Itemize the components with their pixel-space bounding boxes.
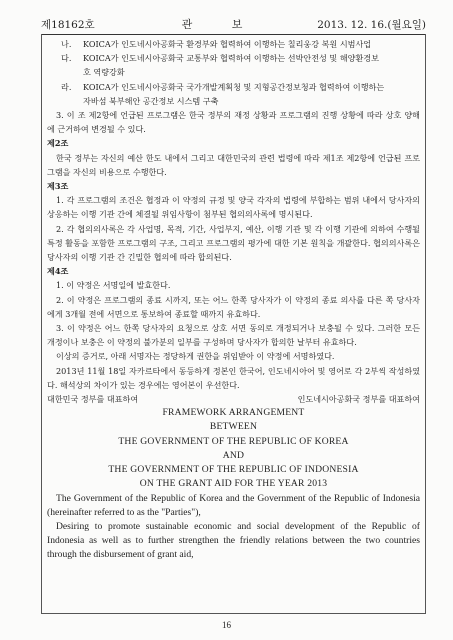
list-item bbox=[47, 80, 420, 94]
issue-number: 제18162호 bbox=[41, 19, 95, 31]
article-heading: 제2조 bbox=[47, 138, 69, 149]
paragraph: 2. 이 약정은 프로그램의 종료 시까지, 또는 어느 한쪽 당사자가 이 약정의 종료 의사를 다른 쪽 당사자에게 3개월 전에 서면으로 통보하여 종료할 때까지 유효하다. bbox=[47, 294, 420, 319]
paragraph: 3. 이 조 제2항에 언급된 프로그램은 한국 정부의 재정 상황과 프로그램의 진행 상황에 따라 상호 양해에 근거하여 변경될 수 있다. bbox=[47, 110, 421, 135]
item-text: KOICA가 인도네시아공화국 국가개발계획청 및 지형공간정보청과 협력하여 이행하는 bbox=[83, 81, 385, 92]
paragraph: 2. 각 협의의사록은 각 사업명, 목적, 기간, 사업부지, 예산, 이행 기관 및 각 이행 기관에 의하여 수행될 특정 활동을 포함한 프로그램의 구조, 그리고 프로그램의 평가에 대한 기본 원칙을 개괄한다. 협의의사록은 당사자의 이행 기관 간 긴밀한 협의에 따라 합의된다. bbox=[47, 223, 420, 263]
item-text: KOICA가 인도네시아공화국 환경부와 협력하여 이행하는 칠리웅강 복원 시범사업 bbox=[83, 39, 372, 49]
page-header bbox=[41, 12, 426, 35]
item-marker: 나. bbox=[61, 39, 72, 49]
paragraph: 1. 이 약정은 서명일에 발효한다. bbox=[56, 280, 171, 291]
english-title-line: THE GOVERNMENT OF THE REPUBLIC OF INDONESIA bbox=[108, 464, 359, 476]
english-title-line: THE GOVERNMENT OF THE REPUBLIC OF KOREA bbox=[118, 435, 349, 447]
english-title-line: ON THE GRANT AID FOR THE YEAR 2013 bbox=[139, 478, 328, 490]
english-paragraph: Desiring to promote sustainable economic and social development of the Republic of Indonesia as well as to further strengthen the friendly relations between the two countries through the disbursement of grant aid, bbox=[47, 520, 420, 561]
article-heading: 제3조 bbox=[47, 181, 69, 192]
item-marker: 다. bbox=[61, 53, 72, 64]
paragraph: 이상의 증거로, 아래 서명자는 정당하게 권한을 위임받아 이 약정에 서명하였다. bbox=[56, 351, 335, 362]
signature-row bbox=[47, 392, 420, 406]
english-title-line: AND bbox=[222, 449, 245, 461]
article-heading: 제4조 bbox=[47, 266, 69, 277]
main-content bbox=[47, 37, 420, 563]
signature-left: 대한민국 정부를 대표하여 bbox=[47, 394, 139, 405]
paragraph: 3. 이 약정은 어느 한쪽 당사자의 요청으로 상호 서면 동의로 개정되거나 보충될 수 있다. 그러한 모든 개정이나 보충은 이 약정의 불가분의 일부를 구성하며 당사자가 합의한 날부터 유효하다. bbox=[47, 323, 420, 348]
english-paragraph: The Government of the Republic of Korea and the Government of the Republic of Indonesia (hereinafter referred to as the "Parties"), bbox=[47, 492, 420, 518]
issue-date: 2013. 12. 16.(월요일) bbox=[317, 19, 426, 31]
item-continuation: 호 역량강화 bbox=[83, 67, 125, 78]
paragraph: 2013년 11월 18일 자카르타에서 동등하게 정본인 한국어, 인도네시아어 및 영어로 각 2부씩 작성하였다. 해석상의 차이가 있는 경우에는 영어본이 우선한다. bbox=[47, 365, 420, 390]
item-text: KOICA가 인도네시아공화국 교통부와 협력하여 이행하는 선박안전성 및 해양환경보 bbox=[83, 53, 379, 64]
page-number: 16 bbox=[222, 620, 231, 630]
list-item bbox=[47, 37, 420, 51]
signature-right: 인도네시아공화국 정부를 대표하여 bbox=[297, 394, 420, 405]
item-continuation: 자바섬 북부해안 공간정보 시스템 구축 bbox=[83, 95, 219, 106]
paragraph: 1. 각 프로그램의 조건은 협정과 이 약정의 규정 및 양국 각자의 법령에 부합하는 범위 내에서 당사자의 상응하는 이행 기관 간에 체결될 위임사항이 첨부된 협의의사록에 명시된다. bbox=[47, 195, 420, 220]
english-title-line: BETWEEN bbox=[209, 421, 258, 433]
english-title-line: FRAMEWORK ARRANGEMENT bbox=[162, 407, 305, 419]
list-item bbox=[47, 51, 420, 65]
paragraph: 한국 정부는 자신의 예산 한도 내에서 그리고 대한민국의 관련 법령에 따라 제1조 제2항에 언급된 프로그램을 자신의 비용으로 수행한다. bbox=[47, 152, 420, 177]
item-marker: 라. bbox=[61, 81, 72, 92]
gazette-title: 관 보 bbox=[181, 18, 261, 31]
